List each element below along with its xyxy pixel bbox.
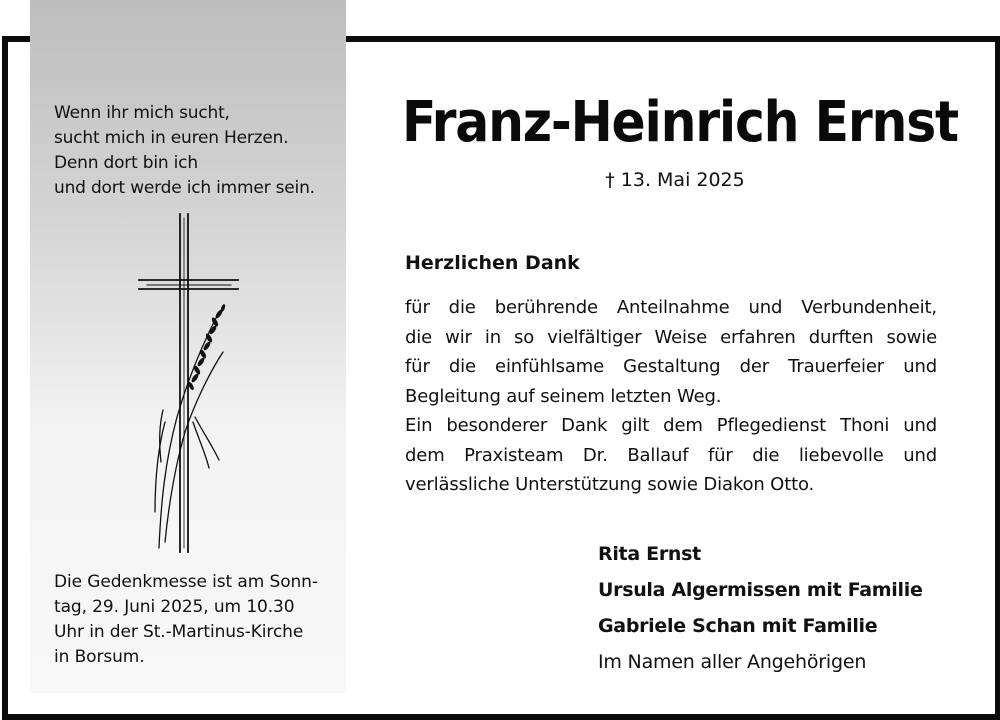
quote-line: Denn dort bin ich [54,153,198,173]
death-date: † 13. Mai 2025 [605,169,745,191]
memorial-mass-notice [54,570,334,670]
signers-block [598,536,958,680]
notice-line: in Borsum. [54,647,145,667]
body-line: die wir in so vielfältiger Weise erfahren durften sowie [405,326,937,348]
thanks-heading: Herzlichen Dank [405,252,580,274]
deceased-name: Franz-Heinrich Ernst [402,90,958,155]
notice-line: tag, 29. Juni 2025, um 10.30 [54,597,295,617]
body-line: für die einfühlsame Gestaltung der Trauerfeier und [405,356,937,377]
body-line: Ein besonderer Dank gilt dem Pflegedienst Thoni und [405,415,937,436]
memorial-quote [54,101,334,201]
body-line: Begleitung auf seinem letzten Weg. [405,385,722,407]
closing-line: Im Namen aller Angehörigen [598,651,867,673]
body-line: dem Praxisteam Dr. Ballauf für die liebevolle und [405,444,937,466]
quote-line: sucht mich in euren Herzen. [54,128,289,148]
body-line: verlässliche Unterstützung sowie Diakon Otto. [405,474,815,495]
body-line: für die berührende Anteilnahme und Verbundenheit, [405,297,937,318]
cross-with-wheat-icon [135,212,245,557]
quote-line: Wenn ihr mich sucht, [54,103,230,123]
notice-line: Die Gedenkmesse ist am Sonn- [54,572,318,592]
signer-name: Rita Ernst [598,543,701,565]
signer-name: Ursula Algermissen mit Familie [598,579,923,601]
thanks-body [405,293,937,500]
signer-name: Gabriele Schan mit Familie [598,615,878,637]
quote-line: und dort werde ich immer sein. [54,178,315,198]
notice-line: Uhr in der St.-Martinus-Kirche [54,622,304,642]
